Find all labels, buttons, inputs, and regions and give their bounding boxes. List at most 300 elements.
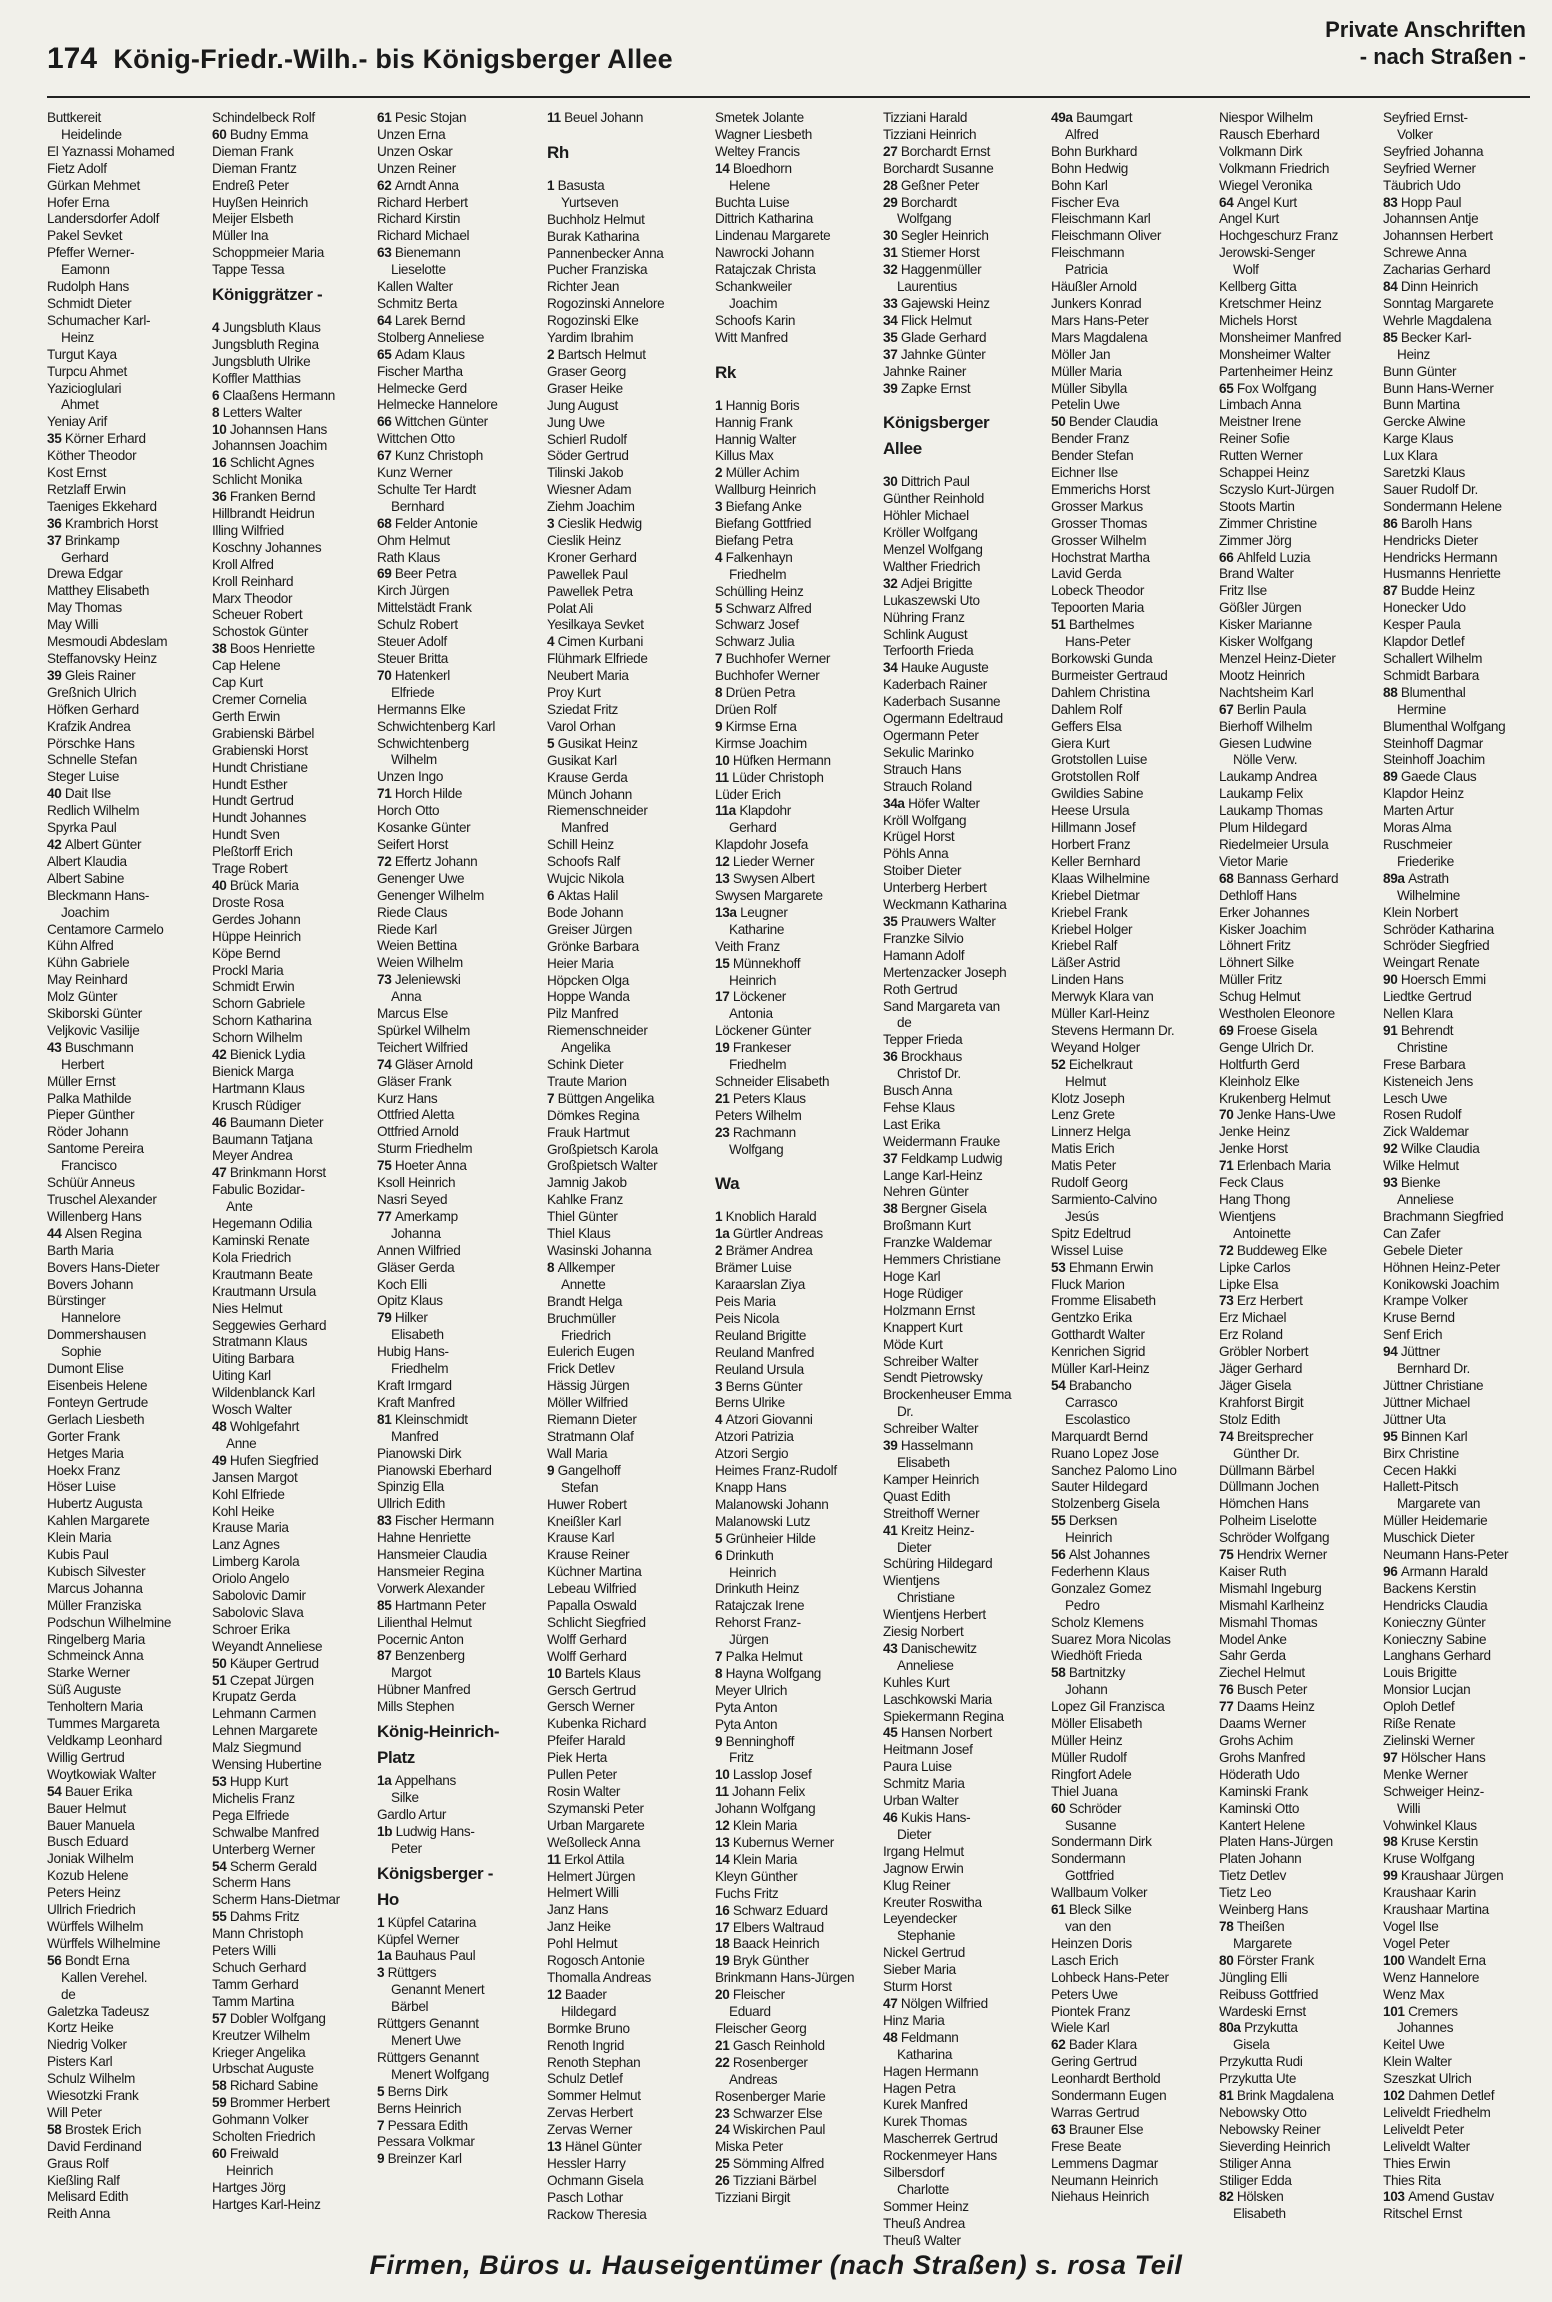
resident-name: Drüen Petra bbox=[725, 685, 796, 701]
resident-name: Hölscher Hans bbox=[1400, 1749, 1486, 1765]
house-number: 1a bbox=[715, 1226, 733, 1242]
directory-entry: Pöhls Anna bbox=[883, 846, 949, 862]
resident-name: Rachmann bbox=[732, 1124, 796, 1140]
directory-entry: Schlink August bbox=[883, 626, 968, 642]
resident-name: Dittrich Paul bbox=[900, 474, 970, 490]
directory-entry: Hübner Manfred bbox=[377, 1682, 471, 1698]
house-number: 8 bbox=[715, 685, 726, 701]
resident-name: Jenke Hans-Uwe bbox=[1236, 1107, 1336, 1123]
directory-entry: Peters Heinz bbox=[47, 1885, 121, 1901]
directory-entry bbox=[47, 1226, 213, 1243]
directory-entry: Sahr Gerda bbox=[1219, 1648, 1286, 1664]
directory-entry bbox=[883, 1996, 1049, 2013]
house-number: 83 bbox=[1383, 194, 1401, 210]
directory-entry: Fonteyn Gertrude bbox=[47, 1394, 148, 1410]
directory-entry: Matis Erich bbox=[1051, 1141, 1115, 1157]
resident-name: Becker Karl- bbox=[1400, 329, 1472, 345]
directory-entry: Genge Ulrich Dr. bbox=[1219, 1039, 1314, 1055]
house-number: 34 bbox=[883, 312, 901, 328]
resident-name: Klapdohr bbox=[739, 803, 791, 819]
directory-entry: Cecen Hakki bbox=[1383, 1462, 1457, 1478]
resident-name: Breitsprecher bbox=[1236, 1428, 1314, 1444]
directory-entry: Heese Ursula bbox=[1051, 803, 1130, 819]
directory-entry: Tepoorten Maria bbox=[1051, 600, 1144, 616]
directory-entry: Leonhardt Berthold bbox=[1051, 2071, 1161, 2087]
directory-entry: Pfeffer Werner- bbox=[47, 245, 135, 261]
directory-entry: Tietz Leo bbox=[1219, 1885, 1272, 1901]
directory-entry: Dahlem Rolf bbox=[1051, 701, 1122, 717]
directory-entry: Sauer Rudolf Dr. bbox=[1383, 481, 1478, 497]
resident-name: Hopp Paul bbox=[1400, 194, 1462, 210]
directory-entry bbox=[715, 1379, 881, 1396]
directory-entry: Daams Werner bbox=[1219, 1716, 1306, 1732]
directory-entry bbox=[1383, 195, 1549, 212]
spacer bbox=[883, 397, 1049, 407]
directory-entry bbox=[715, 1649, 881, 1666]
directory-entry: Burmeister Gertraud bbox=[1051, 667, 1168, 683]
entry-continuation: Friedhelm bbox=[729, 566, 787, 582]
directory-entry bbox=[547, 2139, 713, 2156]
resident-name: Höfer Walter bbox=[908, 795, 980, 811]
house-number: 12 bbox=[547, 1986, 565, 2002]
resident-name: Bauhaus Paul bbox=[394, 1948, 476, 1964]
directory-column bbox=[377, 110, 543, 2168]
directory-entry: Zimmer Jörg bbox=[1219, 532, 1292, 548]
directory-entry: Wenz Max bbox=[1383, 1986, 1445, 2002]
directory-entry: Jäger Gisela bbox=[1219, 1377, 1292, 1393]
directory-entry: Wolff Gerhard bbox=[547, 1631, 627, 1647]
directory-entry: Lesch Uwe bbox=[1383, 1090, 1448, 1106]
house-number: 42 bbox=[212, 1047, 230, 1063]
directory-entry: Grosser Wilhelm bbox=[1051, 532, 1147, 548]
house-number: 37 bbox=[883, 1150, 901, 1166]
directory-entry bbox=[715, 871, 881, 888]
entry-continuation: Katharina bbox=[897, 2046, 953, 2062]
directory-entry: Möller Jan bbox=[1051, 346, 1111, 362]
entry-continuation: Anneliese bbox=[1397, 1192, 1454, 1207]
directory-entry: Hinz Maria bbox=[883, 2012, 945, 2028]
resident-name: Jeleniewski bbox=[394, 972, 461, 988]
directory-entry: Rüttgers Genannt bbox=[377, 2016, 479, 2032]
resident-name: Appelhans bbox=[394, 1773, 456, 1789]
directory-entry: Killus Max bbox=[715, 448, 774, 464]
directory-entry: Fischer Martha bbox=[377, 363, 463, 379]
directory-columns bbox=[47, 110, 1527, 2248]
house-number: 10 bbox=[715, 1767, 733, 1783]
directory-entry: Mesmoudi Abdeslam bbox=[47, 634, 168, 650]
house-number: 44 bbox=[47, 1225, 65, 1241]
directory-entry bbox=[377, 414, 543, 431]
directory-entry: Pianowski Dirk bbox=[377, 1445, 462, 1461]
directory-entry: Hillmann Josef bbox=[1051, 820, 1136, 836]
directory-entry: Löhnert Silke bbox=[1219, 955, 1294, 971]
directory-entry: Strauch Hans bbox=[883, 761, 962, 777]
directory-entry bbox=[1219, 2189, 1385, 2206]
directory-entry: Läßer Astrid bbox=[1051, 955, 1121, 971]
entry-continuation: Elisabeth bbox=[391, 1327, 444, 1343]
resident-name: Bergner Gisela bbox=[900, 1201, 987, 1217]
entry-continuation: Antoinette bbox=[1233, 1225, 1291, 1241]
resident-name: Hauke Auguste bbox=[900, 660, 989, 676]
directory-entry bbox=[715, 1953, 881, 1970]
directory-entry: Menzel Heinz-Dieter bbox=[1219, 651, 1336, 666]
entry-continuation: Johann bbox=[1065, 1682, 1108, 1698]
directory-entry bbox=[1219, 1158, 1385, 1175]
directory-entry: Pasch Lothar bbox=[547, 2189, 623, 2205]
directory-entry: Sieverding Heinrich bbox=[1219, 2138, 1331, 2154]
directory-entry: Federhenn Klaus bbox=[1051, 1563, 1150, 1579]
directory-entry: Traute Marion bbox=[547, 1073, 627, 1089]
resident-name: Letters Walter bbox=[222, 404, 302, 420]
directory-entry: Frese Barbara bbox=[1383, 1056, 1466, 1072]
directory-entry: Przykutta Ute bbox=[1219, 2071, 1297, 2087]
directory-entry bbox=[377, 1648, 543, 1665]
directory-entry: Sarmiento-Calvino bbox=[1051, 1192, 1157, 1207]
directory-entry: Bender Franz bbox=[1051, 431, 1130, 447]
resident-name: Przykutta bbox=[1244, 2020, 1298, 2036]
directory-entry bbox=[377, 1057, 543, 1074]
directory-entry: Schwalbe Manfred bbox=[212, 1824, 319, 1840]
directory-entry: El Yaznassi Mohamed bbox=[47, 143, 175, 159]
resident-name: Flick Helmut bbox=[900, 312, 972, 328]
directory-entry: Wehrle Magdalena bbox=[1383, 312, 1492, 328]
directory-entry: Malanowski Lutz bbox=[715, 1513, 811, 1529]
directory-entry: Heier Maria bbox=[547, 955, 614, 971]
house-number: 72 bbox=[1219, 1242, 1237, 1258]
entry-continuation: Friederike bbox=[1397, 853, 1454, 869]
page-header bbox=[47, 42, 673, 76]
directory-entry bbox=[883, 195, 1049, 212]
resident-name: Kukis Hans- bbox=[900, 1810, 971, 1825]
directory-entry: Thiel Klaus bbox=[547, 1226, 611, 1242]
directory-entry: Busch Eduard bbox=[47, 1834, 129, 1850]
directory-entry: Menzel Wolfgang bbox=[883, 542, 983, 558]
house-number: 7 bbox=[547, 1090, 558, 1106]
directory-entry: Merwyk Klara van bbox=[1051, 989, 1154, 1005]
directory-entry: Spürkel Wilhelm bbox=[377, 1022, 470, 1038]
directory-entry bbox=[547, 178, 713, 195]
directory-entry: Smetek Jolante bbox=[715, 110, 804, 125]
directory-entry: Koffler Matthias bbox=[212, 370, 301, 386]
directory-entry: Sondermann Helene bbox=[1383, 498, 1502, 514]
resident-name: Effertz Johann bbox=[394, 853, 478, 869]
directory-entry: Lebeau Wilfried bbox=[547, 1581, 637, 1597]
directory-entry bbox=[715, 1666, 881, 1683]
directory-entry: May Willi bbox=[47, 617, 99, 633]
directory-entry: Polat Ali bbox=[547, 600, 593, 616]
spacer bbox=[547, 127, 713, 137]
directory-entry: Unzen Erna bbox=[377, 126, 446, 142]
directory-entry: Ruschmeier bbox=[1383, 836, 1453, 852]
house-number: 88 bbox=[1383, 684, 1401, 700]
directory-entry: Reibuss Gottfried bbox=[1219, 1986, 1319, 2002]
directory-entry: Bürstinger bbox=[47, 1293, 106, 1309]
directory-entry bbox=[715, 2055, 881, 2072]
directory-entry: Heimes Franz-Rudolf bbox=[715, 1463, 837, 1479]
directory-entry: Tizziani Birgit bbox=[715, 2190, 791, 2206]
resident-name: Gangelhoff bbox=[557, 1462, 621, 1478]
directory-entry: Thiel Günter bbox=[547, 1209, 618, 1225]
directory-entry: Giera Kurt bbox=[1051, 735, 1110, 751]
resident-name: Gasch Reinhold bbox=[732, 2037, 825, 2053]
resident-name: Johannsen Hans bbox=[229, 421, 327, 437]
entry-continuation: Nölle Verw. bbox=[1233, 752, 1298, 768]
directory-entry: Schwichtenberg Karl bbox=[377, 718, 496, 734]
house-number: 11 bbox=[547, 110, 565, 125]
street-heading: Allee bbox=[883, 439, 922, 459]
house-number: 81 bbox=[1219, 2088, 1237, 2104]
directory-entry bbox=[883, 144, 1049, 161]
directory-entry: Gwildies Sabine bbox=[1051, 786, 1144, 802]
resident-name: Haggenmüller bbox=[900, 262, 982, 278]
directory-entry bbox=[377, 178, 543, 195]
resident-name: Hüfken Hermann bbox=[732, 752, 831, 768]
directory-entry: Pfeifer Harald bbox=[547, 1733, 626, 1749]
entry-continuation: Margarete bbox=[1233, 1935, 1292, 1951]
directory-entry: Oploh Detlef bbox=[1383, 1699, 1455, 1715]
directory-entry: Sturm Friedhelm bbox=[377, 1141, 473, 1157]
directory-entry: Janz Heike bbox=[547, 1919, 611, 1935]
resident-name: Albert Günter bbox=[64, 836, 142, 852]
directory-entry: Geffers Elsa bbox=[1051, 718, 1122, 734]
entry-continuation: Günther Dr. bbox=[1233, 1445, 1300, 1461]
directory-entry: Wiesotzki Frank bbox=[47, 2088, 139, 2104]
directory-entry: Holzmann Ernst bbox=[883, 1302, 975, 1318]
directory-entry: Löhnert Fritz bbox=[1219, 938, 1291, 954]
directory-entry: Gusikat Karl bbox=[547, 752, 617, 768]
house-number: 95 bbox=[1383, 1428, 1401, 1444]
directory-entry: Bleckmann Hans- bbox=[47, 887, 150, 903]
directory-entry bbox=[1219, 1023, 1385, 1040]
directory-entry: Proy Kurt bbox=[547, 685, 601, 701]
directory-entry: Meistner Irene bbox=[1219, 414, 1301, 430]
directory-entry: Schierl Rudolf bbox=[547, 431, 627, 447]
directory-entry: Stoiber Dieter bbox=[883, 863, 962, 879]
directory-entry: Riede Claus bbox=[377, 904, 448, 920]
house-number: 75 bbox=[1219, 1547, 1237, 1563]
directory-entry: Zervas Herbert bbox=[547, 2105, 633, 2121]
directory-entry: Monsior Lucjan bbox=[1383, 1682, 1471, 1698]
directory-entry: Borkowski Gunda bbox=[1051, 651, 1153, 666]
directory-entry: Uiting Karl bbox=[212, 1368, 271, 1384]
directory-entry: Malz Siegmund bbox=[212, 1740, 302, 1756]
directory-entry: Rosin Walter bbox=[547, 1784, 621, 1799]
directory-entry: Woytkowiak Walter bbox=[47, 1766, 156, 1782]
directory-column bbox=[715, 110, 881, 2207]
house-number: 34a bbox=[883, 795, 909, 811]
resident-name: Buddeweg Elke bbox=[1236, 1242, 1327, 1258]
directory-entry: Pawellek Petra bbox=[547, 583, 633, 599]
directory-entry: Fischer Eva bbox=[1051, 194, 1119, 210]
entry-continuation: Angelika bbox=[561, 1040, 611, 1056]
directory-entry: Westholen Eleonore bbox=[1219, 1006, 1335, 1022]
directory-entry bbox=[212, 2078, 378, 2095]
resident-name: Hilker bbox=[394, 1310, 428, 1326]
directory-entry: Schoppmeier Maria bbox=[212, 245, 324, 261]
house-number: 74 bbox=[1219, 1428, 1237, 1444]
directory-entry: Müller Ernst bbox=[47, 1073, 116, 1089]
directory-entry bbox=[212, 489, 378, 506]
resident-name: Amerkamp bbox=[394, 1208, 458, 1224]
directory-entry: Lindenau Margarete bbox=[715, 228, 831, 244]
house-number: 101 bbox=[1383, 2003, 1409, 2019]
directory-entry: Nühring Franz bbox=[883, 609, 965, 625]
resident-name: Kraushaar Jürgen bbox=[1400, 1868, 1504, 1884]
directory-entry bbox=[547, 888, 713, 905]
directory-entry: Wallburg Heinrich bbox=[715, 482, 816, 498]
house-number: 3 bbox=[715, 499, 726, 515]
entry-continuation: Pedro bbox=[1065, 1597, 1100, 1613]
house-number: 5 bbox=[547, 735, 558, 751]
directory-entry: Turgut Kaya bbox=[47, 346, 117, 362]
spacer bbox=[715, 388, 881, 398]
directory-entry: Theuß Andrea bbox=[883, 2215, 965, 2231]
house-number: 53 bbox=[1051, 1259, 1069, 1275]
resident-name: Borchardt Ernst bbox=[900, 143, 991, 159]
directory-entry: Hüppe Heinrich bbox=[212, 928, 301, 944]
directory-entry: Pakel Sevket bbox=[47, 228, 123, 244]
directory-entry: Santome Pereira bbox=[47, 1141, 144, 1157]
house-number: 100 bbox=[1383, 1952, 1409, 1968]
entry-continuation: Wilhelmine bbox=[1397, 887, 1460, 903]
directory-entry: Vorwerk Alexander bbox=[377, 1580, 485, 1596]
directory-entry: Rüttgers Genannt bbox=[377, 2049, 479, 2065]
directory-entry bbox=[715, 753, 881, 770]
directory-entry: Großpietsch Walter bbox=[547, 1158, 658, 1174]
directory-entry: Kubisch Silvester bbox=[47, 1563, 146, 1579]
house-number: 70 bbox=[1219, 1107, 1237, 1123]
directory-entry: Irgang Helmut bbox=[883, 1843, 964, 1859]
directory-entry bbox=[1383, 1750, 1549, 1767]
directory-entry: Broßmann Kurt bbox=[883, 1218, 971, 1234]
directory-entry: Kriebel Frank bbox=[1051, 904, 1128, 920]
directory-entry: Swysen Margarete bbox=[715, 887, 823, 903]
directory-entry: Höser Luise bbox=[47, 1479, 116, 1495]
house-number: 49a bbox=[1051, 110, 1077, 125]
section-header bbox=[1325, 16, 1526, 70]
directory-column bbox=[212, 110, 378, 2214]
directory-entry: Hetges Maria bbox=[47, 1445, 124, 1461]
house-number: 1a bbox=[377, 1773, 395, 1789]
directory-entry bbox=[212, 388, 378, 405]
directory-entry bbox=[212, 878, 378, 895]
entry-continuation: Hannelore bbox=[61, 1310, 121, 1326]
entry-continuation: Anneliese bbox=[897, 1657, 954, 1673]
directory-entry: Jäger Gerhard bbox=[1219, 1361, 1303, 1377]
directory-entry: Wilke Helmut bbox=[1383, 1158, 1459, 1174]
resident-name: Jüttner bbox=[1400, 1344, 1440, 1360]
directory-entry: Prockl Maria bbox=[212, 962, 284, 978]
directory-entry: Sturm Horst bbox=[883, 1979, 952, 1995]
directory-entry bbox=[1383, 279, 1549, 296]
directory-entry: Gößler Jürgen bbox=[1219, 600, 1302, 616]
directory-entry: Buchta Luise bbox=[715, 194, 790, 210]
resident-name: Wandelt Erna bbox=[1408, 1952, 1486, 1968]
directory-entry: Röder Johann bbox=[47, 1124, 129, 1140]
entry-continuation: Eamonn bbox=[61, 262, 110, 278]
directory-entry: Grohs Achim bbox=[1219, 1733, 1293, 1748]
house-number: 58 bbox=[1051, 1665, 1069, 1681]
directory-entry: Tappe Tessa bbox=[212, 262, 285, 278]
directory-entry: Fluck Marion bbox=[1051, 1276, 1125, 1292]
entry-continuation: Gerhard bbox=[61, 549, 109, 565]
resident-name: Aktas Halil bbox=[557, 887, 619, 903]
entry-continuation: Heidelinde bbox=[61, 126, 122, 142]
resident-name: Ehmann Erwin bbox=[1068, 1259, 1154, 1275]
directory-entry bbox=[1219, 195, 1385, 212]
directory-entry: Mascherrek Gertrud bbox=[883, 2131, 998, 2147]
entry-continuation: Dieter bbox=[897, 1539, 932, 1555]
directory-entry: Frese Beate bbox=[1051, 2138, 1122, 2154]
resident-name: Fox Wolfgang bbox=[1236, 380, 1317, 396]
resident-name: Hoersch Emmi bbox=[1400, 972, 1486, 988]
directory-entry: Höpcken Olga bbox=[547, 972, 629, 988]
directory-entry: Stolberg Anneliese bbox=[377, 329, 485, 345]
directory-entry bbox=[883, 1523, 1049, 1540]
directory-entry: Kneißler Karl bbox=[547, 1513, 622, 1529]
directory-entry: Mertenzacker Joseph bbox=[883, 964, 1007, 980]
directory-entry: Teichert Wilfried bbox=[377, 1039, 468, 1055]
directory-entry: Müller Rudolf bbox=[1051, 1749, 1127, 1765]
directory-entry: Matis Peter bbox=[1051, 1158, 1116, 1174]
directory-entry: Streithoff Werner bbox=[883, 1505, 980, 1521]
house-number: 56 bbox=[1051, 1547, 1069, 1563]
directory-entry: Oriolo Angelo bbox=[212, 1571, 290, 1587]
resident-name: Prauwers Walter bbox=[900, 913, 996, 929]
entry-continuation: Hans-Peter bbox=[1065, 634, 1131, 650]
directory-column bbox=[1219, 110, 1385, 2223]
house-number: 56 bbox=[47, 1952, 65, 1968]
directory-entry bbox=[715, 2038, 881, 2055]
directory-entry: Schmitz Maria bbox=[883, 1776, 965, 1792]
directory-entry bbox=[1219, 1699, 1385, 1716]
directory-entry: Bovers Hans-Dieter bbox=[47, 1259, 160, 1275]
resident-name: Basusta bbox=[557, 177, 605, 193]
directory-entry: Ziechel Helmut bbox=[1219, 1665, 1305, 1681]
directory-entry bbox=[715, 1920, 881, 1937]
resident-name: Bender Claudia bbox=[1068, 414, 1158, 430]
directory-entry bbox=[212, 2095, 378, 2112]
directory-entry: Nasri Seyed bbox=[377, 1192, 448, 1207]
house-number: 22 bbox=[715, 2054, 733, 2070]
directory-entry: Weidermann Frauke bbox=[883, 1133, 1000, 1149]
directory-entry: Hannig Frank bbox=[715, 414, 793, 430]
directory-entry bbox=[212, 1453, 378, 1470]
directory-entry: Szymanski Peter bbox=[547, 1800, 644, 1816]
directory-entry bbox=[883, 474, 1049, 491]
directory-entry: Blumenthal Wolfgang bbox=[1383, 718, 1506, 734]
directory-entry bbox=[1219, 1293, 1385, 1310]
directory-entry bbox=[1383, 1429, 1549, 1446]
directory-entry: Kriebel Holger bbox=[1051, 921, 1133, 937]
house-number: 64 bbox=[377, 312, 395, 328]
directory-entry: Würffels Wilhelmine bbox=[47, 1935, 161, 1951]
directory-entry: Steuer Britta bbox=[377, 651, 449, 666]
directory-entry: Düllmann Bärbel bbox=[1219, 1462, 1315, 1478]
directory-entry: Genenger Wilhelm bbox=[377, 887, 484, 903]
directory-entry: Vogel Peter bbox=[1383, 1935, 1450, 1951]
directory-entry: Roth Gertrud bbox=[883, 981, 958, 997]
directory-entry: Günther Reinhold bbox=[883, 491, 984, 507]
resident-name: Cimen Kurbani bbox=[557, 634, 644, 650]
house-number: 24 bbox=[715, 2122, 733, 2138]
house-number: 4 bbox=[715, 1412, 726, 1428]
directory-entry: Mars Hans-Peter bbox=[1051, 312, 1149, 328]
directory-entry: Drewa Edgar bbox=[47, 566, 123, 582]
resident-name: Geßner Peter bbox=[900, 177, 980, 193]
house-number: 4 bbox=[715, 549, 726, 565]
house-number: 99 bbox=[1383, 1868, 1401, 1884]
